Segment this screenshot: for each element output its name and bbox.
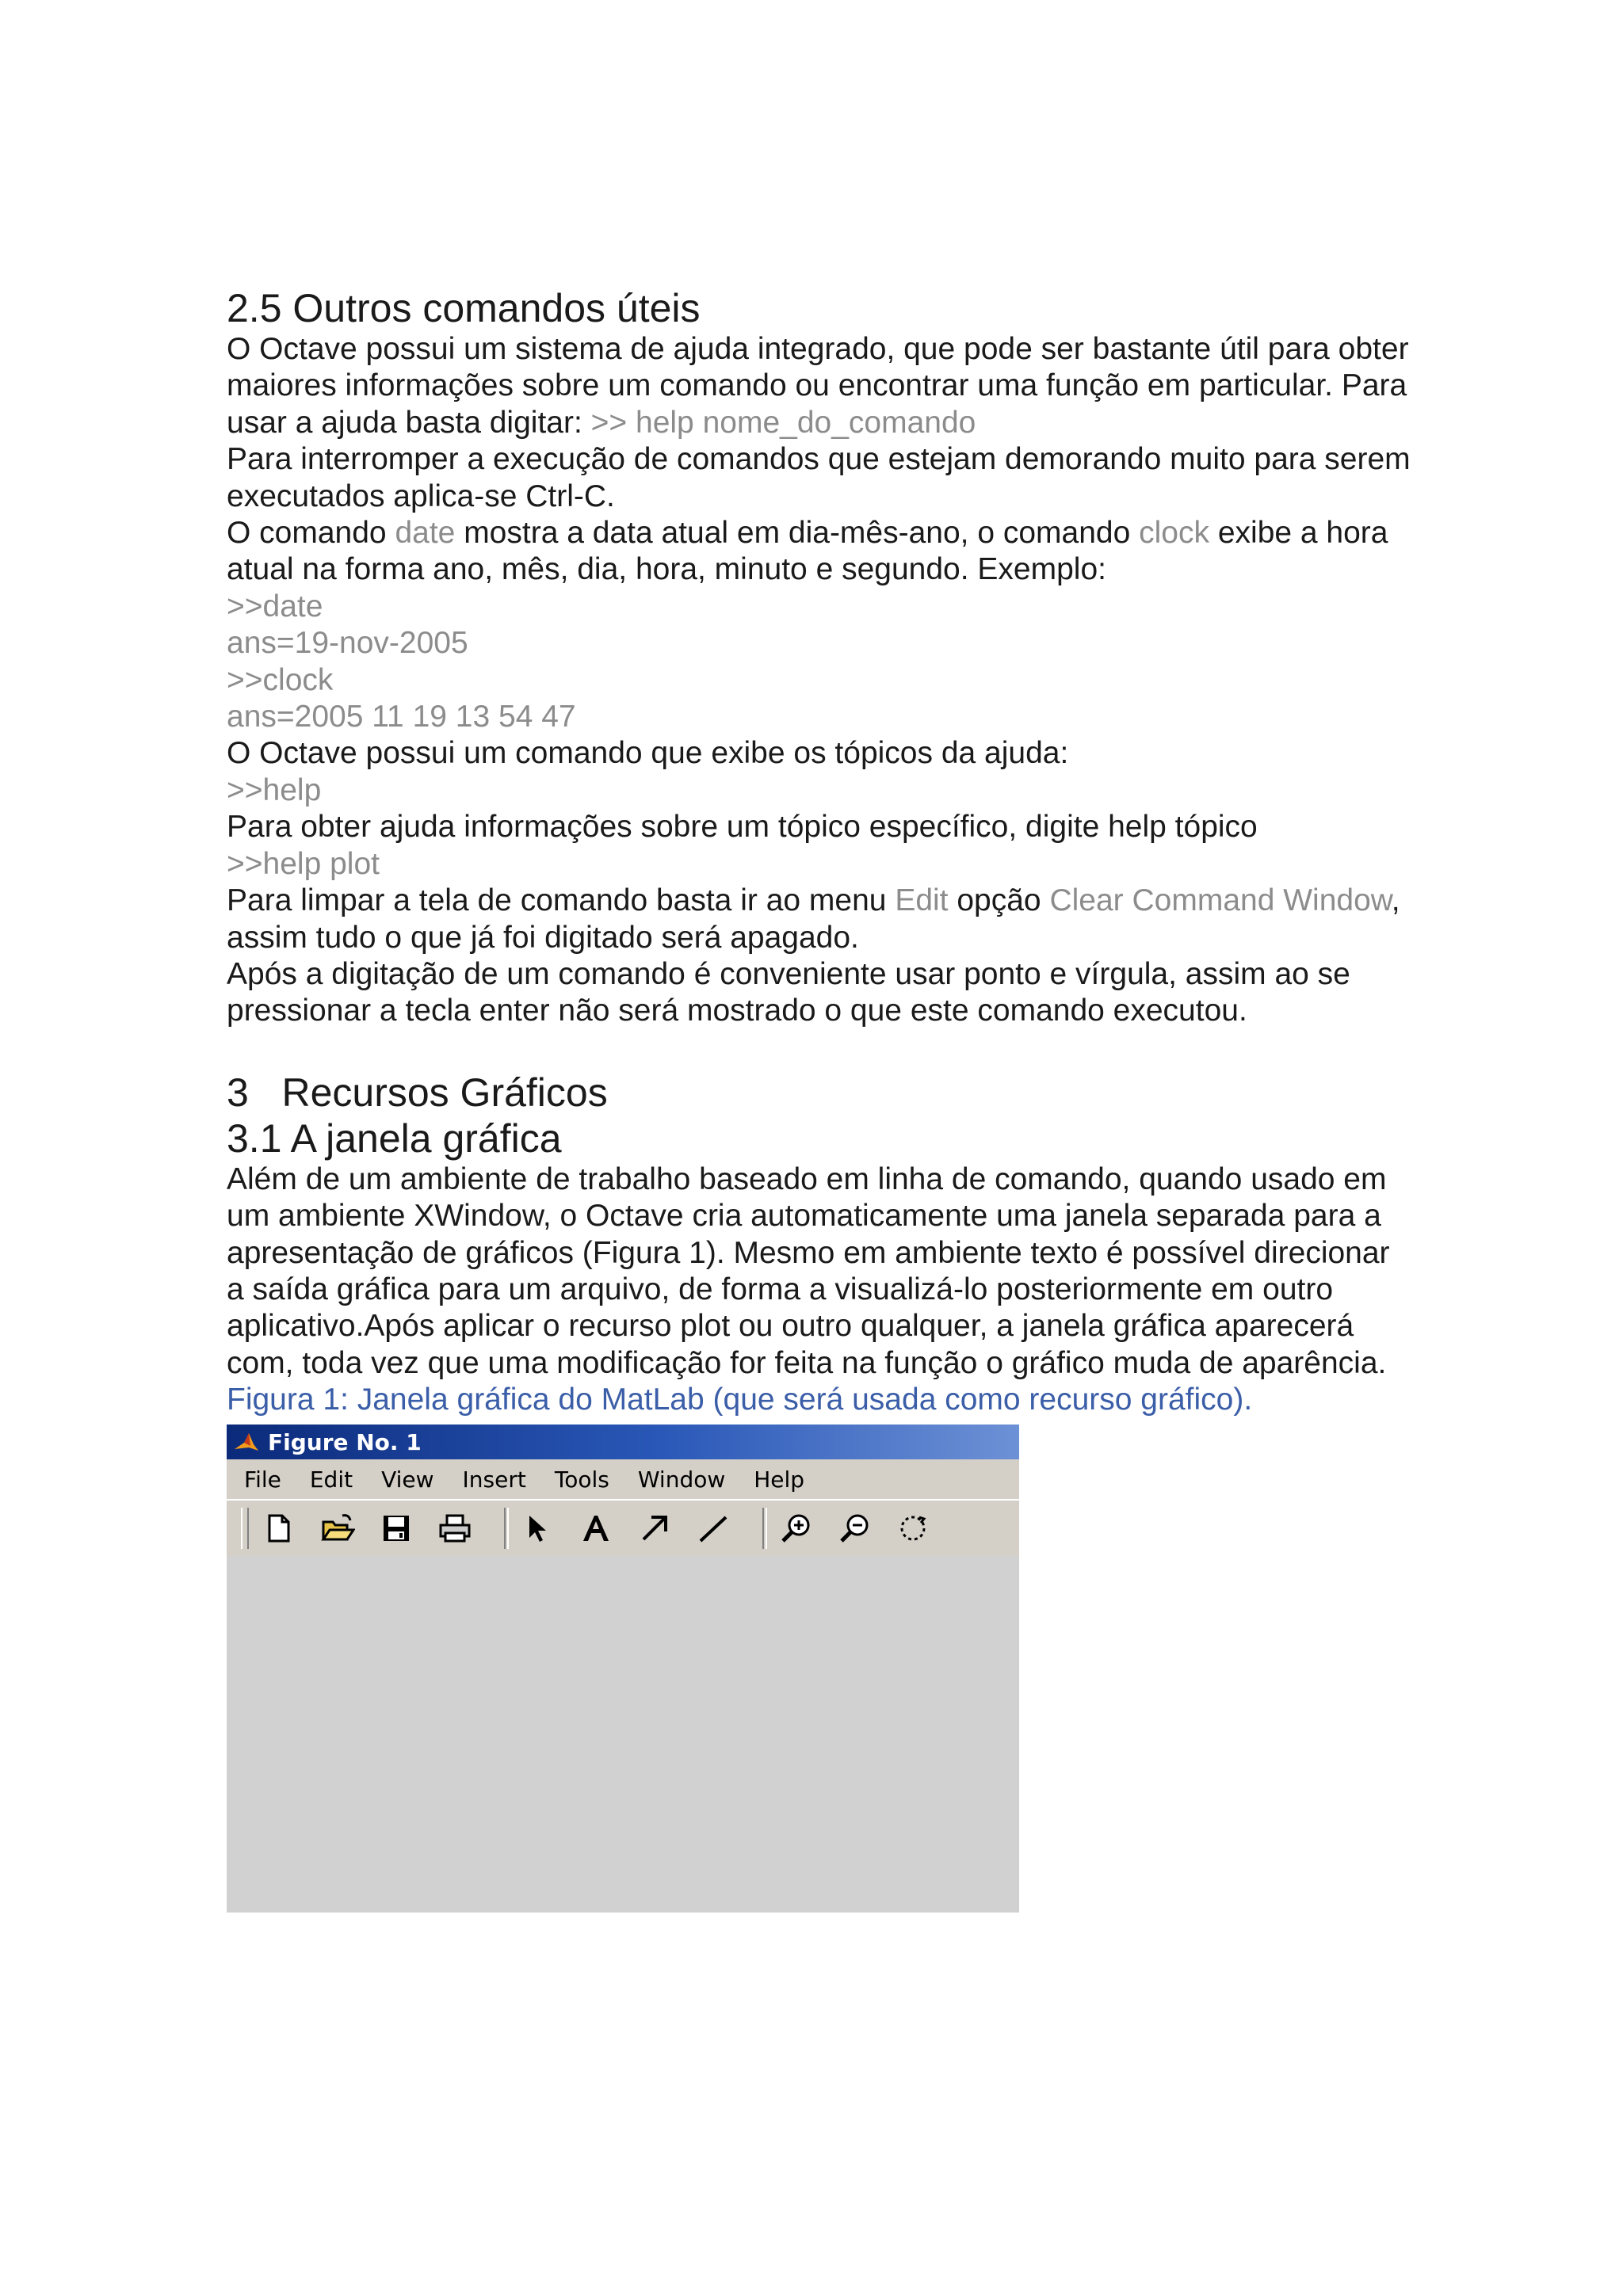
code-date: date: [395, 516, 456, 551]
figure-caption: Figura 1: Janela gráfica do MatLab (que será usada como recurso gráfico).: [227, 1383, 1253, 1417]
code-edit-menu: Edit: [895, 883, 949, 918]
print-icon[interactable]: [437, 1511, 472, 1546]
figure-toolbar: [227, 1501, 1019, 1557]
zoom-out-icon[interactable]: [837, 1511, 872, 1546]
code-clear-command-window: Clear Command Window: [1049, 883, 1392, 918]
menu-edit[interactable]: Edit: [309, 1466, 353, 1493]
figure-titlebar: [227, 1425, 1019, 1459]
toolbar-separator: [504, 1508, 509, 1549]
paragraph-help-specific: Para obter ajuda informações sobre um tópico específico, digite help tópico: [227, 810, 1258, 845]
text-segment: , assim tudo o que já foi digitado será apagado.: [227, 883, 1400, 955]
text-segment: mostra a data atual em dia-mês-ano, o comando: [455, 516, 1140, 551]
section-3-heading: 3 Recursos Gráficos: [227, 1070, 608, 1115]
figure-title: Figure No. 1: [268, 1428, 422, 1455]
code-clock: clock: [1139, 516, 1209, 551]
paragraph-graphics-window: Além de um ambiente de trabalho baseado em linha de comando, quando usado em um ambiente XWindow, o Octave cria automaticamente uma janela separada para a apresentação de gráficos (Figura 1). Mesmo em ambiente texto é possível direcionar a saída gráfica para um arquivo, de forma a visualizá-lo posteriormente em outro aplicativo.Após aplicar o recurso plot ou outro qualquer, a janela gráfica aparecerá com, toda vez que uma modificação for feita na função o gráfico muda de aparência.: [227, 1161, 1390, 1380]
figure-window-screenshot: [227, 1425, 1019, 1913]
text-a-icon[interactable]: [579, 1511, 613, 1546]
menu-tools[interactable]: Tools: [554, 1466, 609, 1493]
code-help-command: >> help nome_do_comando: [590, 405, 976, 440]
menu-help[interactable]: Help: [754, 1466, 805, 1493]
code-line-date-result: ans=19-nov-2005: [227, 626, 468, 661]
open-folder-icon[interactable]: [320, 1511, 355, 1546]
line-icon[interactable]: [696, 1511, 731, 1546]
text-segment: opção: [948, 883, 1050, 918]
zoom-in-icon[interactable]: [778, 1511, 813, 1546]
save-icon[interactable]: [379, 1511, 414, 1546]
text-segment: O comando: [227, 516, 395, 551]
menu-window[interactable]: Window: [637, 1466, 726, 1493]
paragraph-ctrl-c: Para interromper a execução de comandos que estejam demorando muito para serem executados aplica-se Ctrl-C.: [227, 442, 1411, 513]
new-file-icon[interactable]: [262, 1511, 296, 1546]
spacer: [227, 1030, 1415, 1070]
paragraph-semicolon: Após a digitação de um comando é conveniente usar ponto e vírgula, assim ao se pressionar a tecla enter não será mostrado o que este comando executou.: [227, 956, 1350, 1028]
code-line-help: >>help: [227, 772, 322, 807]
code-line-clock-result: ans=2005 11 19 13 54 47: [227, 700, 576, 734]
figure-menubar: [227, 1459, 1019, 1501]
code-line-clock: >>clock: [227, 662, 334, 697]
document-page: [227, 285, 1415, 1913]
paragraph-help-intro: [227, 331, 1415, 441]
arrow-icon[interactable]: [637, 1511, 672, 1546]
paragraph-help-topics: O Octave possui um comando que exibe os tópicos da ajuda:: [227, 736, 1069, 771]
figure-canvas[interactable]: [227, 1556, 1019, 1913]
paragraph-date-clock: [227, 515, 1415, 589]
text-segment: exibe a hora atual na forma ano, mês, dia, hora, minuto e segundo. Exemplo:: [227, 516, 1388, 587]
menu-insert[interactable]: Insert: [462, 1466, 526, 1493]
code-line-help-plot: >>help plot: [227, 846, 380, 881]
pointer-arrow-icon[interactable]: [520, 1511, 555, 1546]
section-2-5-heading: 2.5 Outros comandos úteis: [227, 286, 701, 330]
rotate-icon[interactable]: [896, 1511, 930, 1546]
menu-view[interactable]: View: [381, 1466, 434, 1493]
text-segment: Para limpar a tela de comando basta ir ao menu: [227, 883, 896, 918]
paragraph-help-intro-text: O Octave possui um sistema de ajuda integrado, que pode ser bastante útil para obter maiores informações sobre um comando ou encontrar uma função em particular. Para usar a ajuda basta digitar:: [227, 332, 1409, 440]
paragraph-clear-window: [227, 883, 1415, 956]
menu-file[interactable]: File: [244, 1466, 281, 1493]
toolbar-grip[interactable]: [241, 1508, 249, 1549]
matlab-logo-icon: [233, 1428, 260, 1455]
toolbar-separator: [762, 1508, 767, 1549]
section-3-1-heading: 3.1 A janela gráfica: [227, 1116, 562, 1161]
code-line-date: >>date: [227, 589, 323, 624]
